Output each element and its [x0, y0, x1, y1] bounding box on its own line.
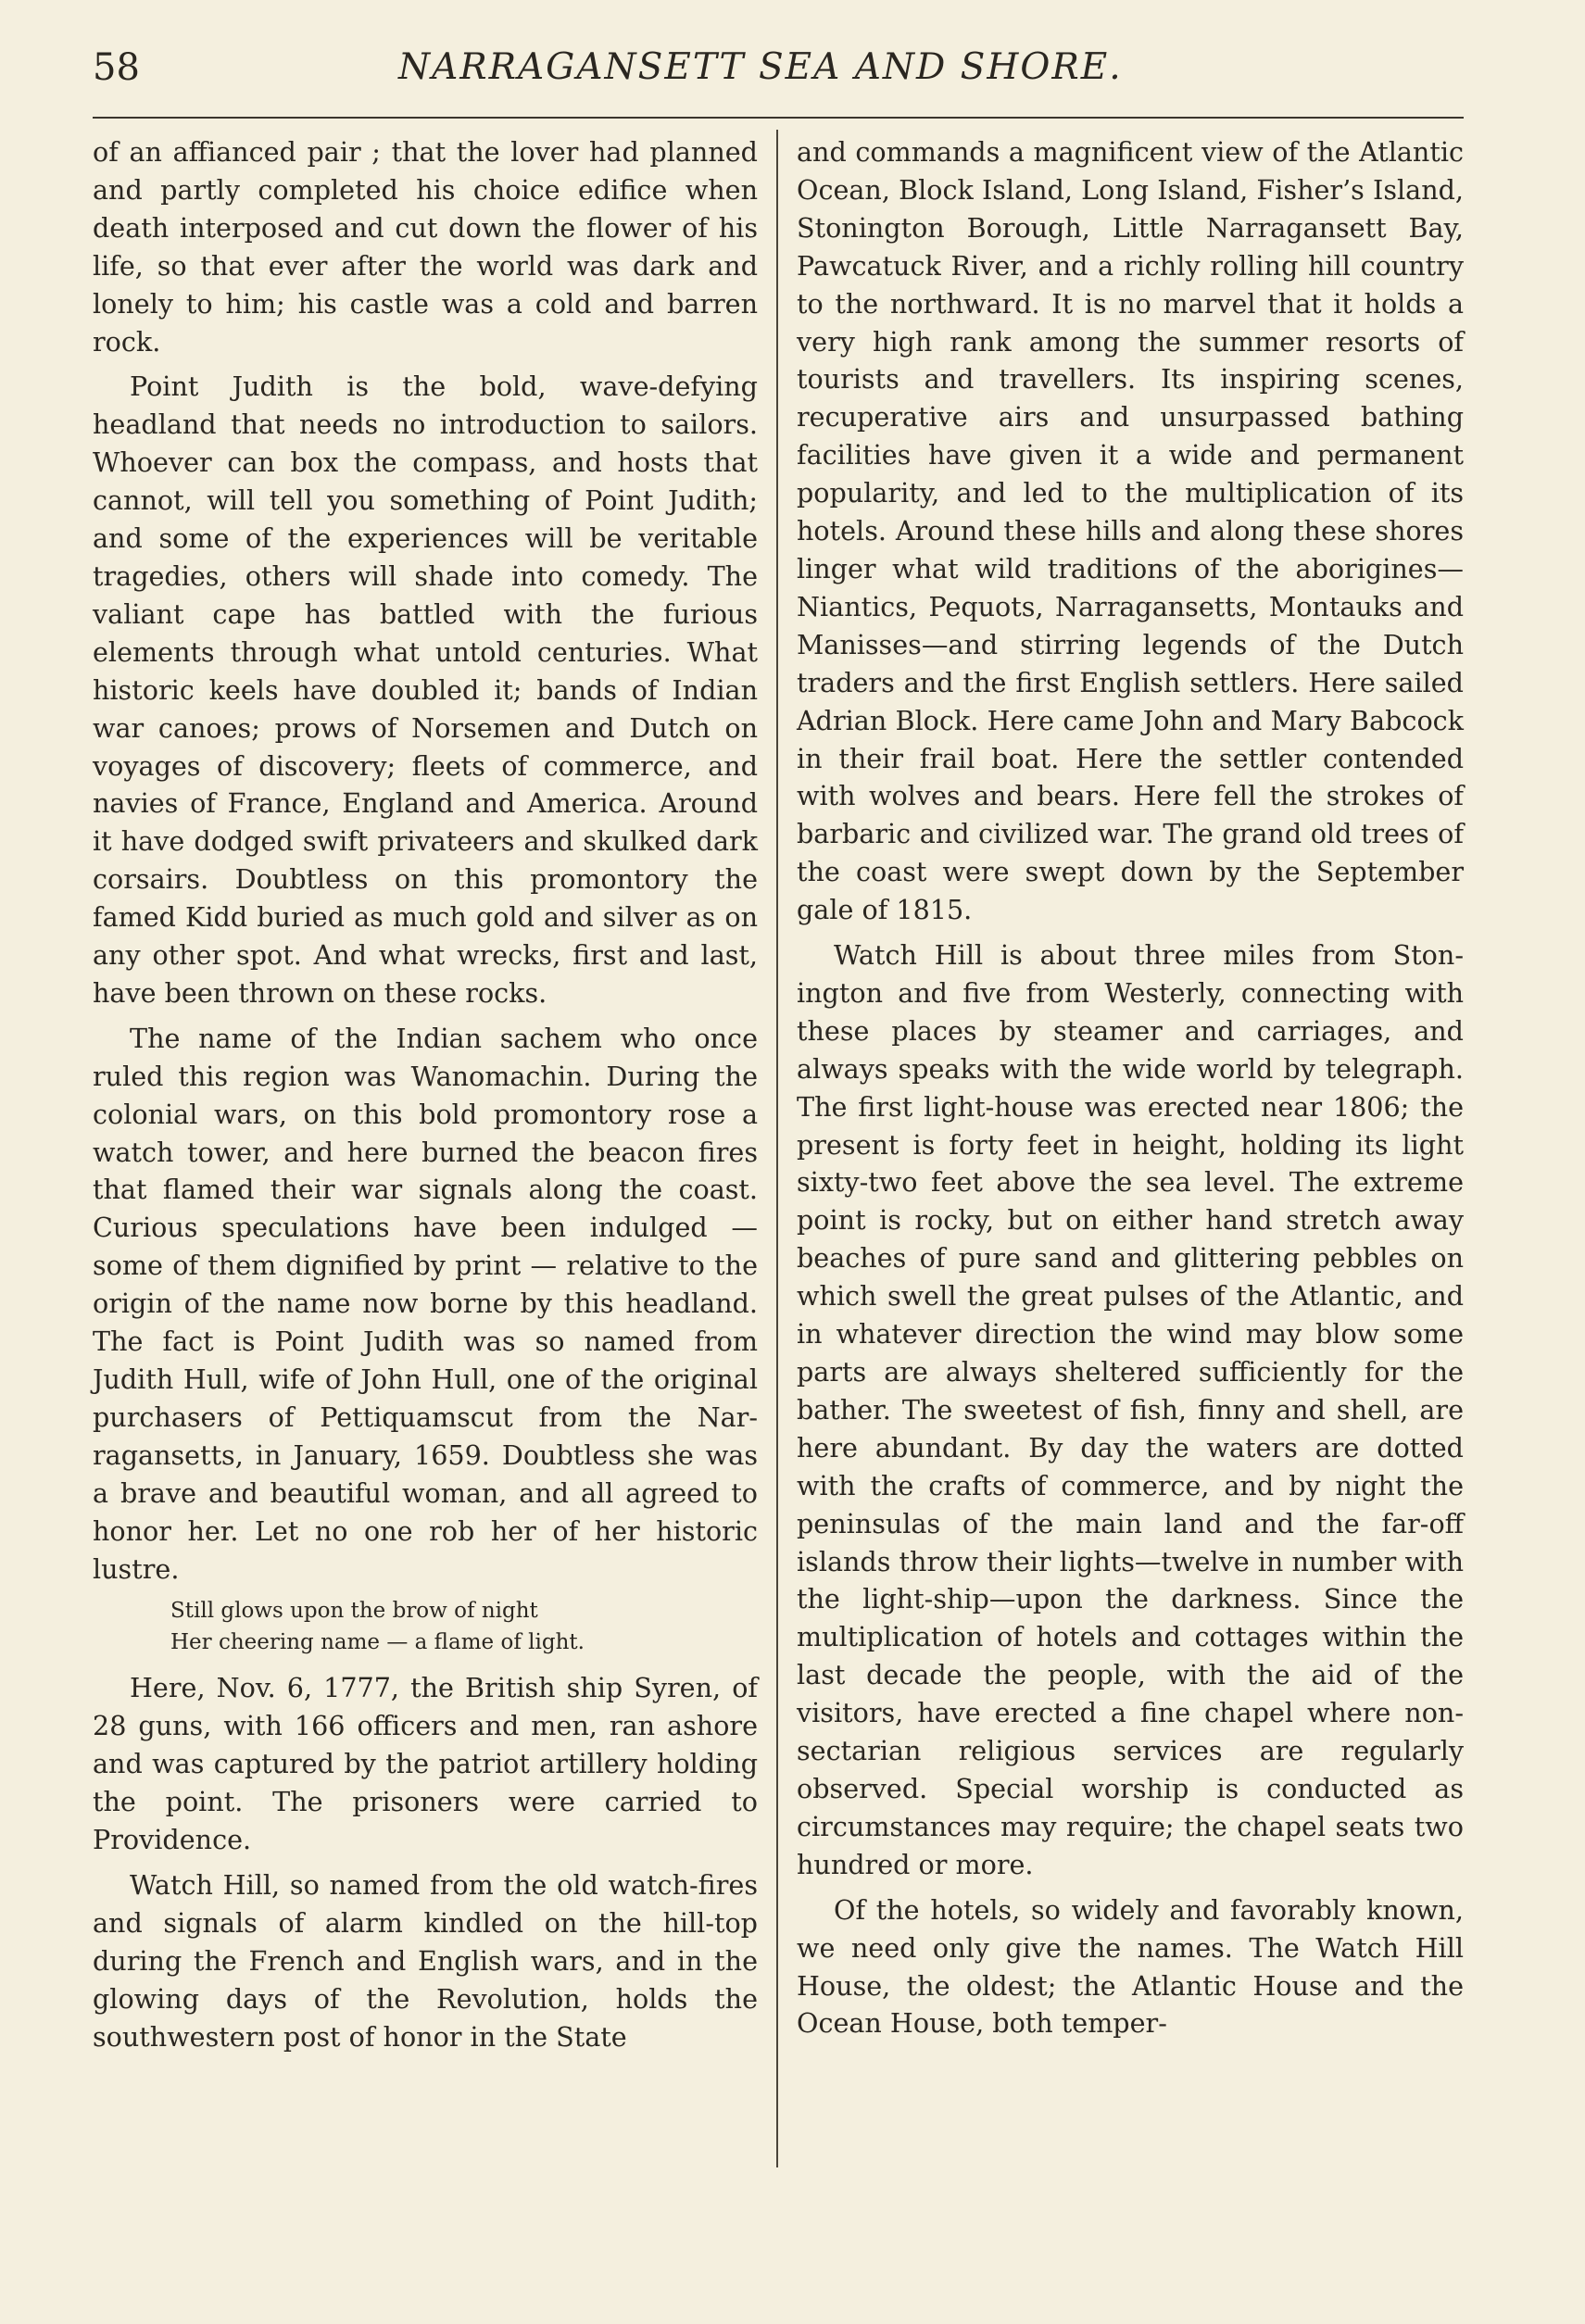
verse-line: Her cheering name — a flame of light.	[170, 1630, 585, 1655]
paragraph: of an affianced pair ; that the lover had planned and partly completed his choice edifice when death interposed and cut down the flower of his life, so that ever after the world was dark and lonely to him; his castle was a cold and barren rock.	[93, 136, 758, 358]
column-divider	[776, 130, 778, 2167]
right-column	[797, 133, 1464, 2050]
left-column	[93, 133, 758, 2064]
page-header	[93, 44, 1464, 91]
running-title: NARRAGANSETT SEA AND SHORE.	[398, 46, 1123, 88]
verse-quote	[170, 1595, 758, 1658]
paragraph: Watch Hill is about three miles from Stonington and five from Westerly, connecting with these places by steamer and carriages, and always speaks with the wide world by telegraph. The first light-house was erected near 1806; the present is forty feet in height, holding its light sixty-two feet above the sea level. The extreme point is rocky, but on either hand stretch away beaches of pure sand and glittering pebbles on which swell the great pulses of the Atlantic, and in whatever direction the wind may blow some parts are always sheltered sufficiently for the bather. The sweetest of fish, finny and shell, are here abundant. By day the waters are dotted with the crafts of commerce, and by night the peninsulas of the main land and the far-off islands throw their lights—twelve in number with the light-ship—upon the darkness. Since the multiplication of hotels and cottages within the last decade the people, with the aid of the visitors, have erected a fine chapel where non-sectarian religious services are regularly observed. Special worship is conducted as circumstances may require; the chapel seats two hundred or more.	[797, 939, 1464, 1880]
paragraph: Watch Hill, so named from the old watch-fires and signals of alarm kindled on the hill-top during the French and English wars, and in the glowing days of the Revolution, holds the southwestern post of honor in the State	[93, 1868, 758, 2053]
verse-line: Still glows upon the brow of night	[170, 1599, 538, 1624]
paragraph: Here, Nov. 6, 1777, the British ship Syren, of 28 guns, with 166 officers and men, ran ashore and was captured by the patriot artillery holding the point. The prisoners were carried to Providence.	[93, 1672, 758, 1856]
header-rule	[93, 117, 1464, 119]
page-number: 58	[93, 46, 140, 89]
paragraph: and commands a magnificent view of the Atlantic Ocean, Block Island, Long Island, Fisher’s Island, Stonington Borough, Little Narragansett Bay, Pawcatuck River, and a richly rolling hill country to the northward. It is no marvel that it holds a very high rank among the summer resorts of tourists and travellers. Its inspiring scenes, recuperative airs and unsurpassed bathing facilities have given it a wide and permanent popularity, and led to the multiplication of its hotels. Around these hills and along these shores linger what wild traditions of the aborigines—Niantics, Pequots, Narragansetts, Montauks and Manisses—and stirring legends of the Dutch traders and the first English settlers. Here sailed Adrian Block. Here came John and Mary Babcock in their frail boat. Here the settler contended with wolves and bears. Here fell the strokes of barbaric and civilized war. The grand old trees of the coast were swept down by the September gale of 1815.	[797, 136, 1464, 926]
paragraph: Point Judith is the bold, wave-defying headland that needs no introduction to sailors. Whoever can box the compass, and hosts that cannot, will tell you something of Point Judith; and some of the experiences will be veritable tragedies, others will shade into comedy. The valiant cape has battled with the furious elements through what untold centuries. What historic keels have doubled it; bands of Indian war canoes; prows of Norsemen and Dutch on voyages of discovery; fleets of commerce, and navies of France, England and America. Around it have dodged swift privateers and skulked dark corsairs. Doubtless on this promontory the famed Kidd buried as much gold and silver as on any other spot. And what wrecks, first and last, have been thrown on these rocks.	[93, 371, 758, 1009]
paragraph: The name of the Indian sachem who once ruled this region was Wanomachin. During the colonial wars, on this bold promontory rose a watch tower, and here burned the beacon fires that flamed their war signals along the coast. Curious speculations have been indulged — some of them dignified by print — relative to the origin of the name now borne by this headland. The fact is Point Judith was so named from Judith Hull, wife of John Hull, one of the original purchasers of Pettiquamscut from the Narragansetts, in January, 1659. Doubtless she was a brave and beautiful woman, and all agreed to honor her. Let no one rob her of her historic lustre.	[93, 1022, 758, 1585]
paragraph: Of the hotels, so widely and favorably known, we need only give the names. The Watch Hill House, the oldest; the Atlantic House and the Ocean House, both temper-	[797, 1893, 1464, 2040]
